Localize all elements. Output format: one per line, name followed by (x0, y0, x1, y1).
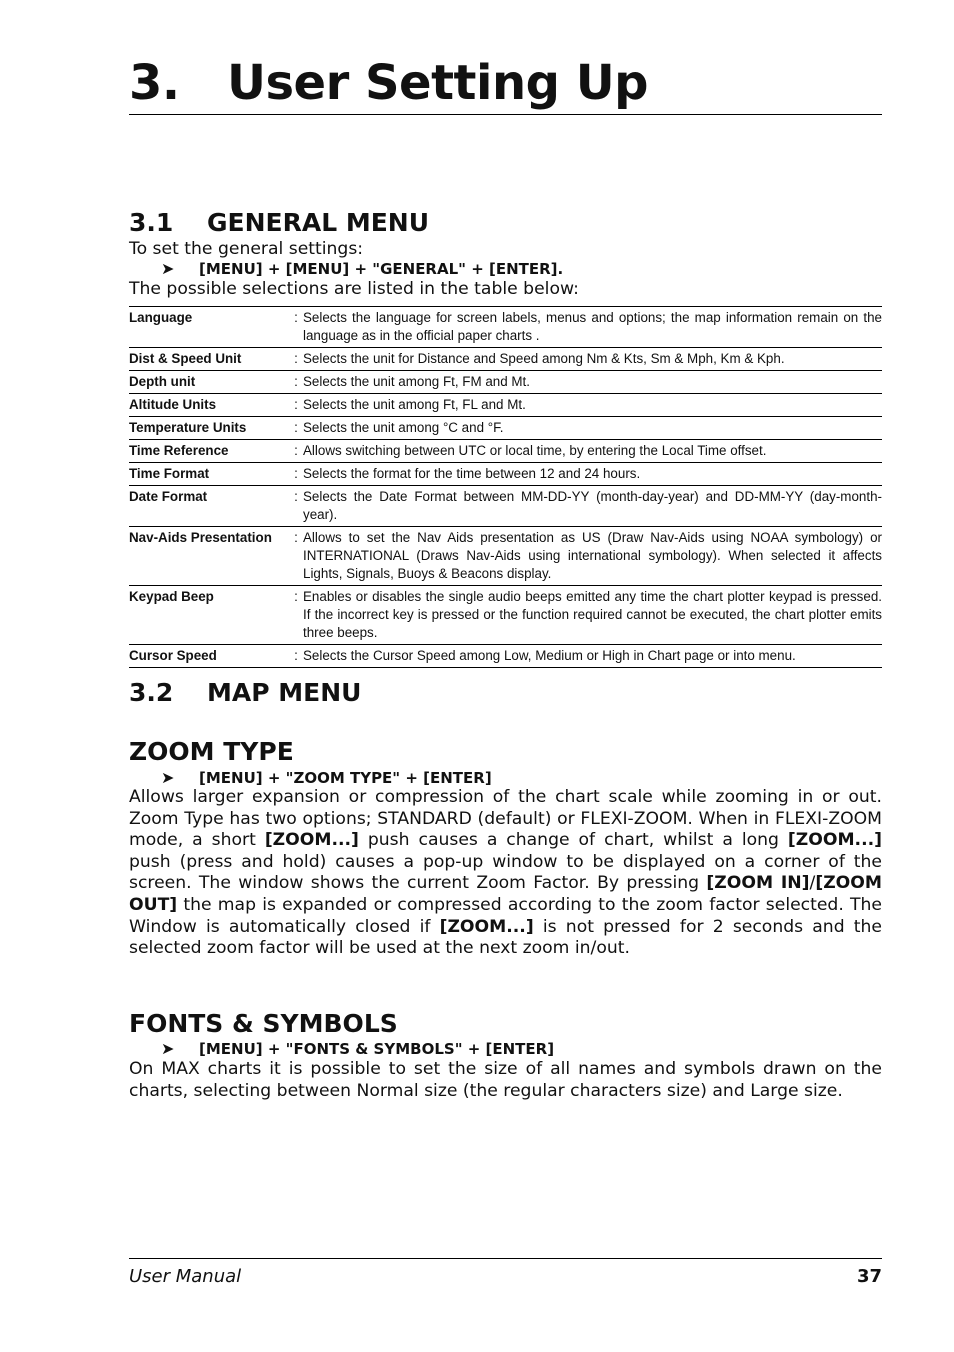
fonts-command-text: [MENU] + "FONTS & SYMBOLS" + [ENTER] (199, 1040, 555, 1058)
setting-description: Selects the unit among Ft, FL and Mt. (303, 394, 882, 417)
table-row (129, 371, 882, 394)
table-row (129, 307, 882, 348)
setting-name: Nav-Aids Presentation (129, 527, 289, 586)
setting-name: Date Format (129, 486, 289, 527)
separator: : (289, 348, 303, 371)
zoom-type-heading: ZOOM TYPE (129, 737, 294, 766)
section-heading-general (129, 208, 429, 238)
arrow-right-icon: ➤ (161, 768, 175, 787)
setting-description: Selects the Date Format between MM-DD-YY (month-day-year) and DD-MM-YY (day-month-year). (303, 486, 882, 527)
fonts-symbols-heading: FONTS & SYMBOLS (129, 1009, 398, 1038)
separator: : (289, 527, 303, 586)
table-row (129, 394, 882, 417)
separator: : (289, 586, 303, 645)
separator: : (289, 371, 303, 394)
setting-description: Selects the format for the time between 12 and 24 hours. (303, 463, 882, 486)
chapter-title-text: User Setting Up (227, 55, 649, 111)
section-title: MAP MENU (207, 678, 362, 707)
table-row (129, 440, 882, 463)
table-row (129, 463, 882, 486)
page (129, 0, 882, 1352)
separator: : (289, 440, 303, 463)
chapter-title (129, 52, 882, 115)
separator: : (289, 394, 303, 417)
setting-description: Selects the language for screen labels, menus and options; the map information remain on the language as in the official paper charts . (303, 307, 882, 348)
separator: : (289, 307, 303, 348)
general-settings-table (129, 306, 882, 668)
general-after: The possible selections are listed in the table below: (129, 279, 579, 299)
table-row (129, 486, 882, 527)
chapter-number: 3. (129, 55, 180, 111)
setting-name: Keypad Beep (129, 586, 289, 645)
section-number: 3.2 (129, 678, 174, 707)
general-command-text: [MENU] + [MENU] + "GENERAL" + [ENTER]. (199, 260, 564, 278)
general-command (161, 260, 563, 278)
setting-description: Selects the Cursor Speed among Low, Medium or High in Chart page or into menu. (303, 645, 882, 668)
setting-description: Selects the unit for Distance and Speed among Nm & Kts, Sm & Mph, Km & Kph. (303, 348, 882, 371)
setting-description: Allows to set the Nav Aids presentation as US (Draw Nav-Aids using NOAA symbology) or INTERNATIONAL (Draws Nav-Aids using international symbology). When selected it affects Lights, Signals, Buoys & Beacons display. (303, 527, 882, 586)
section-title: GENERAL MENU (207, 208, 430, 237)
setting-description: Selects the unit among °C and °F. (303, 417, 882, 440)
section-number: 3.1 (129, 208, 174, 237)
footer-title: User Manual (129, 1266, 242, 1287)
page-number: 37 (856, 1266, 882, 1287)
table-row (129, 586, 882, 645)
setting-name: Time Format (129, 463, 289, 486)
fonts-description: On MAX charts it is possible to set the size of all names and symbols drawn on the charts, selecting between Normal size (the regular characters size) and Large size. (129, 1059, 882, 1101)
section-heading-map (129, 678, 361, 708)
separator: : (289, 417, 303, 440)
zoom-description: Allows larger expansion or compression of the chart scale while zooming in or out. Zoom Type has two options; STANDARD (default) or FLEXI-ZOOM. When in FLEXI-ZOOM mode, a short [ZOOM...] push causes a change of chart, whilst a long [ZOOM...] push (press and hold) causes a pop-up window to be displayed on a corner of the screen. The window shows the current Zoom Factor. By pressing [ZOOM IN]/[ZOOM OUT] the map is expanded or compressed according to the zoom factor selected. The Window is automatically closed if [ZOOM...] is not pressed for 2 seconds and the selected zoom factor will be used at the next zoom in/out. (129, 787, 882, 959)
table-row (129, 527, 882, 586)
zoom-command-text: [MENU] + "ZOOM TYPE" + [ENTER] (199, 769, 492, 787)
table-row (129, 645, 882, 668)
arrow-right-icon: ➤ (161, 259, 175, 278)
general-intro: To set the general settings: (129, 239, 364, 259)
arrow-right-icon: ➤ (161, 1039, 175, 1058)
separator: : (289, 463, 303, 486)
setting-name: Depth unit (129, 371, 289, 394)
setting-description: Allows switching between UTC or local time, by entering the Local Time offset. (303, 440, 882, 463)
footer-divider (129, 1258, 882, 1259)
setting-name: Language (129, 307, 289, 348)
setting-name: Cursor Speed (129, 645, 289, 668)
setting-name: Dist & Speed Unit (129, 348, 289, 371)
separator: : (289, 645, 303, 668)
setting-name: Altitude Units (129, 394, 289, 417)
fonts-command (161, 1040, 554, 1058)
setting-name: Temperature Units (129, 417, 289, 440)
zoom-command (161, 769, 492, 787)
setting-description: Enables or disables the single audio beeps emitted any time the chart plotter keypad is pressed. If the incorrect key is pressed or the function required cannot be executed, the chart plotter emits three beeps. (303, 586, 882, 645)
setting-name: Time Reference (129, 440, 289, 463)
separator: : (289, 486, 303, 527)
setting-description: Selects the unit among Ft, FM and Mt. (303, 371, 882, 394)
table-row (129, 417, 882, 440)
table-row (129, 348, 882, 371)
